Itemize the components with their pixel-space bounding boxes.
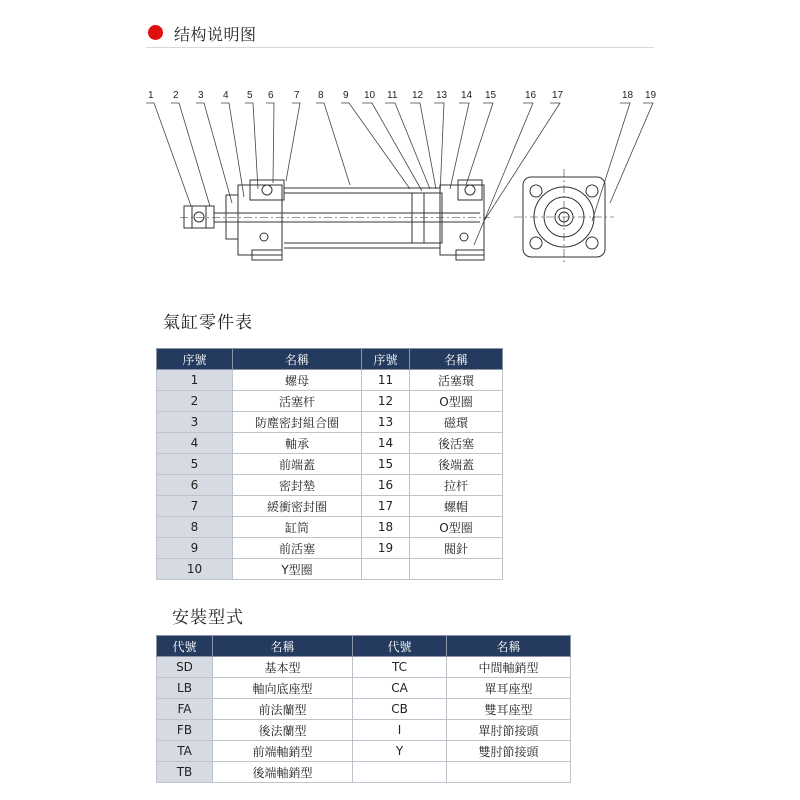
table-cell: TA [157,741,213,762]
table-cell: 3 [157,412,233,433]
cylinder-structure-diagram [140,85,660,275]
table-cell: TC [353,657,447,678]
table-cell: O型圈 [410,517,503,538]
parts-table-title: 氣缸零件表 [163,313,253,333]
label-15: 15 [485,90,497,101]
table-row [157,433,503,454]
parts-table [156,348,503,580]
table-cell: 拉杆 [410,475,503,496]
table-cell: 活塞杆 [233,391,362,412]
header-cell: 名稱 [213,636,353,657]
label-9: 9 [343,90,349,101]
table-cell: 螺母 [233,370,362,391]
table-cell: 13 [362,412,410,433]
table-cell: 缸筒 [233,517,362,538]
table-cell: 後端軸銷型 [213,762,353,783]
table-cell: 17 [362,496,410,517]
label-1: 1 [148,90,154,101]
table-cell: O型圈 [410,391,503,412]
label-17: 17 [552,90,564,101]
table-cell: 閥針 [410,538,503,559]
label-10: 10 [364,90,376,101]
table-cell: 活塞環 [410,370,503,391]
red-dot-icon [148,25,163,40]
table-cell: 軸向底座型 [213,678,353,699]
label-11: 11 [387,90,398,101]
part-number-labels [148,90,657,101]
table-cell: 緩衝密封圈 [233,496,362,517]
table-row [157,678,571,699]
table-row [157,370,503,391]
label-8: 8 [318,90,324,101]
mount-table-title: 安裝型式 [172,608,244,628]
table-cell: FA [157,699,213,720]
label-6: 6 [268,90,274,101]
table-cell [447,762,571,783]
table-row [157,517,503,538]
table-cell: LB [157,678,213,699]
table-cell: 前活塞 [233,538,362,559]
table-cell: 後端蓋 [410,454,503,475]
table-cell: 5 [157,454,233,475]
table-cell: I [353,720,447,741]
leader-lines [146,103,653,245]
table-cell: 單耳座型 [447,678,571,699]
table-cell: 1 [157,370,233,391]
table-cell: 磁環 [410,412,503,433]
table-cell: 前法蘭型 [213,699,353,720]
table-cell: 16 [362,475,410,496]
parts-table-header [157,349,503,370]
table-cell [410,559,503,580]
header-cell: 名稱 [233,349,362,370]
table-cell: SD [157,657,213,678]
table-cell: CB [353,699,447,720]
table-cell: Y [353,741,447,762]
mount-table [156,635,571,783]
label-14: 14 [461,90,473,101]
table-cell: 7 [157,496,233,517]
header-cell: 序號 [362,349,410,370]
table-row [157,657,571,678]
header-cell: 序號 [157,349,233,370]
table-cell: 單肘節接頭 [447,720,571,741]
label-5: 5 [247,90,253,101]
label-16: 16 [525,90,537,101]
table-row [157,391,503,412]
header-cell: 代號 [353,636,447,657]
label-4: 4 [223,90,229,101]
table-cell [362,559,410,580]
table-row [157,475,503,496]
table-cell: Y型圈 [233,559,362,580]
header-cell: 代號 [157,636,213,657]
table-cell: 防塵密封組合圈 [233,412,362,433]
table-cell: 中間軸銷型 [447,657,571,678]
label-2: 2 [173,90,179,101]
table-cell [353,762,447,783]
table-cell: 8 [157,517,233,538]
table-cell: 基本型 [213,657,353,678]
table-row [157,699,571,720]
label-18: 18 [622,90,634,101]
table-row [157,412,503,433]
table-cell: 4 [157,433,233,454]
table-cell: 19 [362,538,410,559]
table-cell: 2 [157,391,233,412]
table-cell: 18 [362,517,410,538]
label-12: 12 [412,90,424,101]
table-cell: 前端軸銷型 [213,741,353,762]
section-title: 结构说明图 [174,25,257,44]
label-19: 19 [645,90,657,101]
table-cell: 雙肘節接頭 [447,741,571,762]
cylinder-end-view [514,169,614,265]
table-cell: 14 [362,433,410,454]
table-row [157,538,503,559]
mount-table-header [157,636,571,657]
table-cell: 後活塞 [410,433,503,454]
table-cell: 後法蘭型 [213,720,353,741]
label-3: 3 [198,90,204,101]
table-cell: 前端蓋 [233,454,362,475]
table-cell: 6 [157,475,233,496]
table-cell: FB [157,720,213,741]
label-13: 13 [436,90,448,101]
section-header [146,22,654,48]
table-row [157,720,571,741]
table-row [157,559,503,580]
table-cell: CA [353,678,447,699]
cylinder-side-view [180,180,490,260]
table-cell: 15 [362,454,410,475]
header-cell: 名稱 [410,349,503,370]
table-cell: 螺帽 [410,496,503,517]
table-cell: 雙耳座型 [447,699,571,720]
table-cell: 9 [157,538,233,559]
label-7: 7 [294,90,300,101]
table-cell: 軸承 [233,433,362,454]
table-cell: 12 [362,391,410,412]
table-row [157,762,571,783]
table-row [157,454,503,475]
table-cell: TB [157,762,213,783]
header-cell: 名稱 [447,636,571,657]
table-row [157,496,503,517]
table-cell: 10 [157,559,233,580]
table-row [157,741,571,762]
table-cell: 密封墊 [233,475,362,496]
table-cell: 11 [362,370,410,391]
